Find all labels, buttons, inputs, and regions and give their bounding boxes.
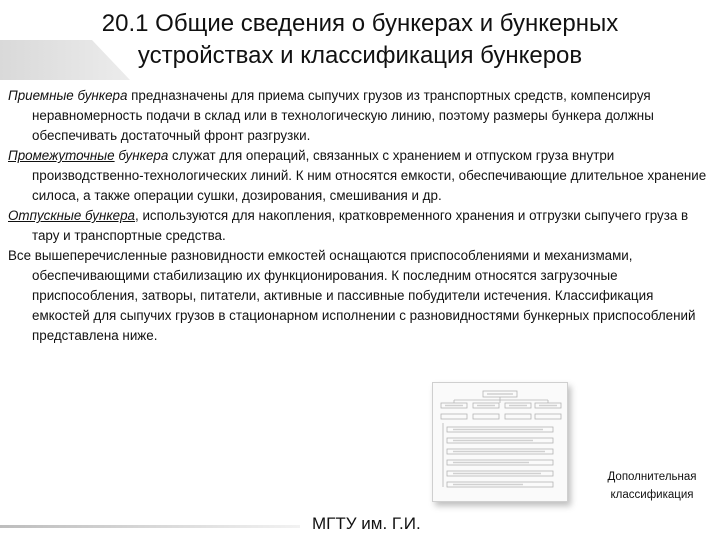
term-receiving: Приемные бункера [8, 88, 128, 103]
paragraph-text: служат для операций, связанных с хранением и отпуском груза внутри производственно-технологических линий. К ним относятся емкости, обеспечивающие длительное хранение силоса, а также операции сушки, дозирования, смешивания и др. [32, 148, 707, 203]
main-text [8, 86, 708, 346]
classification-diagram-image [433, 383, 567, 501]
paragraph-text: Все вышеперечисленные разновидности емкостей оснащаются приспособлениями и механизмами, обеспечивающими стабилизацию их функционирования. К последним относятся загрузочные приспособления, затворы, питатели, активные и пассивные побудители истечения. Классификация емкостей для сыпучих грузов в стационарном исполнении с разновидностями бункерных приспособлений представлена ниже. [8, 248, 696, 343]
term-intermediate-rest: бункера [114, 148, 169, 163]
paragraph-intermediate [8, 146, 708, 206]
paragraph-general [8, 246, 708, 346]
footer-rule [0, 524, 300, 530]
term-dispatch: Отпускные бункера [8, 208, 136, 223]
paragraph-receiving [8, 86, 708, 146]
term-intermediate: Промежуточные [8, 148, 115, 163]
paragraph-text: , используются для накопления, кратковременного хранения и отгрузки сыпучего груза в тару и транспортные средства. [32, 208, 689, 243]
title-accent-bar [0, 40, 130, 84]
paragraph-dispatch [8, 206, 708, 246]
paragraph-text: предназначены для приема сыпучих грузов из транспортных средств, компенсируя неравномерность подачи в склад или в технологическую линию, поэтому размеры бункера должны обеспечивать достаточный фронт разгрузки. [32, 88, 654, 143]
diagram-caption: Дополнительная классификация [607, 471, 697, 501]
footer-university: МГТУ им. Г.И. [312, 514, 421, 533]
classification-diagram-thumbnail[interactable] [432, 382, 568, 502]
slide-title: 20.1 Общие сведения о бункерах и бункерных устройствах и классификация бункеров [101, 10, 619, 69]
